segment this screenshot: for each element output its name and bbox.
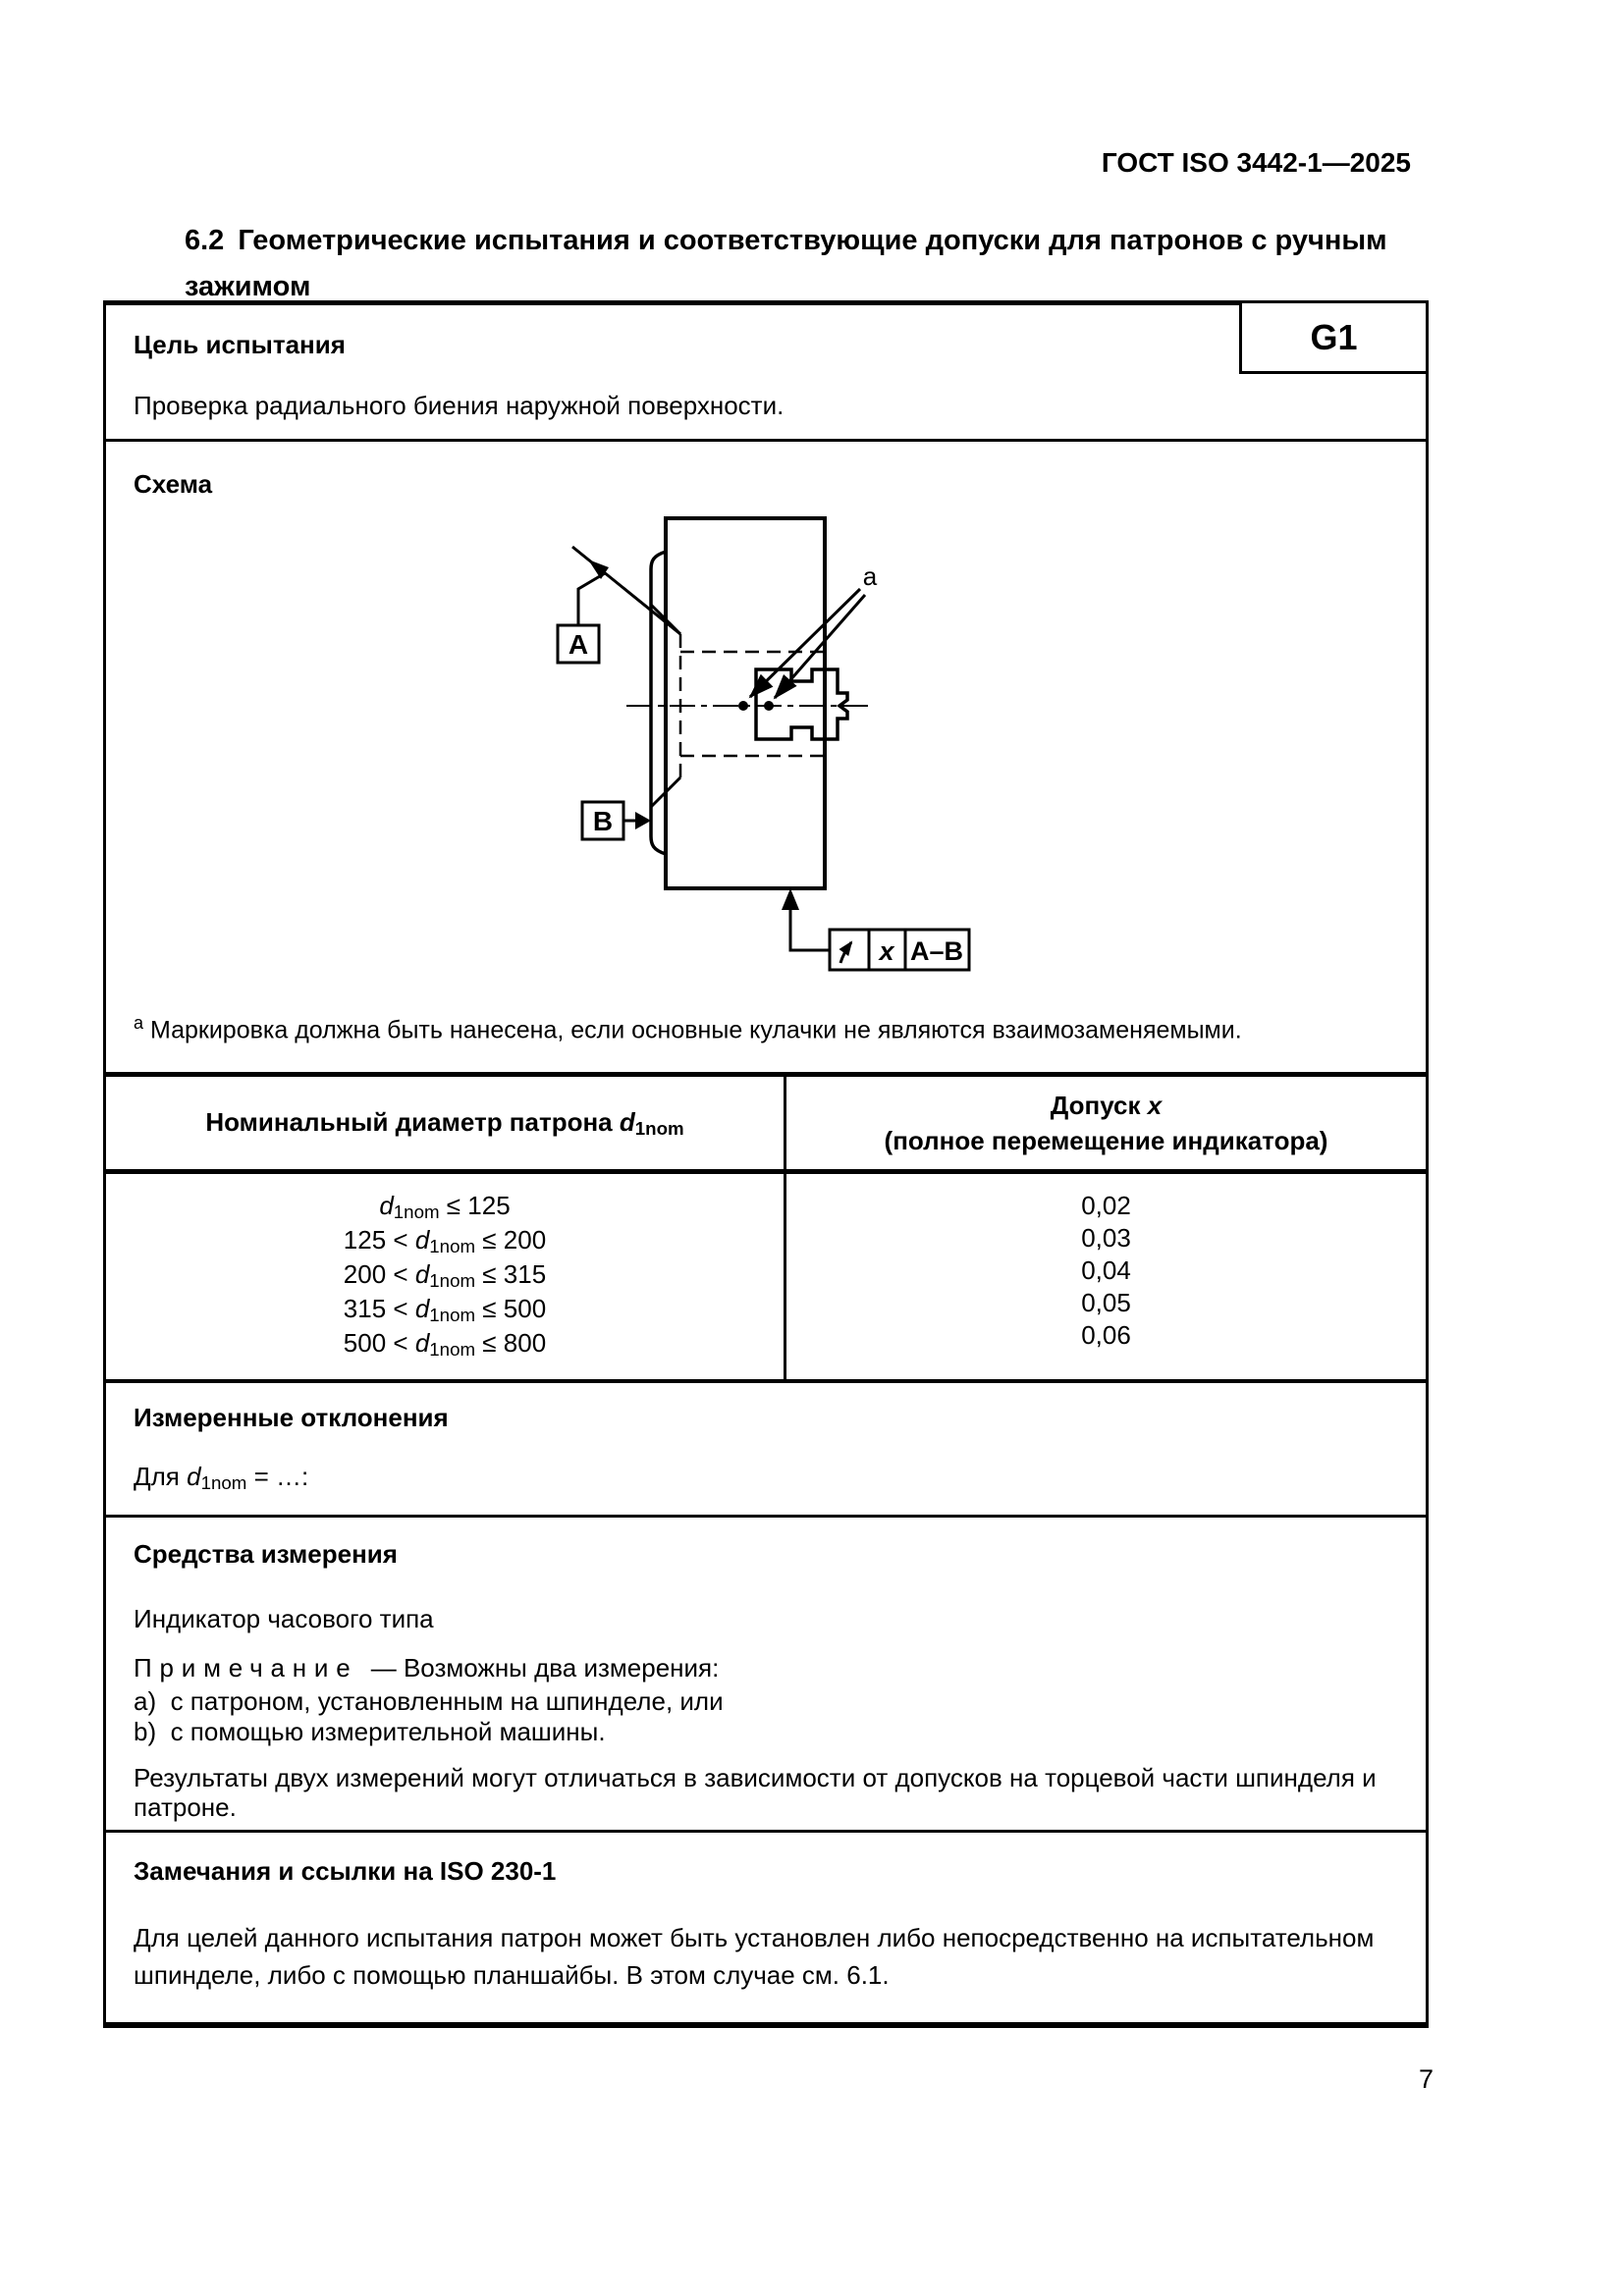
remarks-section: [106, 1830, 1426, 2022]
page-number: 7: [1418, 2064, 1434, 2094]
note-a-point-2: [764, 701, 774, 711]
tolerance-value-line: 0,06: [1081, 1320, 1131, 1351]
note-text: — Возможны два измерения:: [370, 1653, 720, 1683]
tolerance-values: [786, 1174, 1426, 1369]
measuring-means-section: [106, 1515, 1426, 1830]
remarks-label: Замечания и ссылки на ISO 230-1: [134, 1856, 557, 1887]
chuck-runout-diagram: [540, 510, 992, 979]
tolerance-range-line: $200 < d_{1nom} \le 315$: [343, 1259, 547, 1292]
schema-section: [106, 439, 1426, 1072]
note-line: [134, 1653, 1398, 1682]
fcf-datums-label: A–B: [909, 936, 964, 966]
tolerance-value-line: 0,03: [1081, 1223, 1131, 1254]
tolerance-column-header: [786, 1077, 1426, 1174]
diameter-column-header: [106, 1077, 784, 1174]
tolerance-range-line: $d_{1nom} \le 125$: [379, 1191, 511, 1223]
datum-b-label: B: [592, 806, 614, 836]
goal-section: [106, 305, 1426, 439]
fcf-tolerance-label: x: [879, 936, 894, 966]
test-code-badge: G1: [1239, 300, 1429, 374]
diameter-column: [106, 1077, 786, 1379]
measured-deviations-label: Измеренные отклонения: [134, 1403, 449, 1433]
goal-label: Цель испытания: [134, 330, 346, 359]
measured-deviations-section: [106, 1383, 1426, 1515]
document-header: ГОСТ ISO 3442-1—2025: [1101, 147, 1411, 178]
tolerance-value-line: 0,04: [1081, 1255, 1131, 1286]
section-title: Геометрические испытания и соответствующие допуски для патронов с ручным зажимом: [185, 225, 1387, 302]
instrument-text: Индикатор часового типа: [134, 1604, 434, 1634]
section-number: 6.2: [185, 225, 225, 256]
goal-description: Проверка радиального биения наружной поверхности.: [134, 391, 785, 420]
tolerance-header-line1: Допуск x: [1050, 1091, 1163, 1121]
technical-drawing: [540, 510, 992, 972]
measuring-means-label: Средства измерения: [134, 1539, 398, 1570]
note-a-label: a: [862, 561, 878, 591]
tolerance-table: [106, 1072, 1426, 1383]
schema-footnote: [134, 1008, 1398, 1044]
remarks-text: Для целей данного испытания патрон может быть установлен либо непосредственно на испытательном шпинделе, либо с помощью планшайбы. В этом случае см. 6.1.: [134, 1923, 1375, 1991]
diameter-ranges: [106, 1174, 784, 1379]
datum-b-arrow: [635, 812, 651, 829]
note-label: Примечание: [134, 1653, 358, 1683]
datum-a-leader: [578, 573, 605, 625]
tolerance-range-line: $315 < d_{1nom} \le 500$: [343, 1294, 547, 1326]
result-note: Результаты двух измерений могут отличаться в зависимости от допусков на торцевой части шпинделя и патроне.: [134, 1763, 1377, 1823]
chuck-flange: [651, 552, 666, 854]
circular-runout-arrow-icon: [840, 942, 851, 963]
note-a-point-1: [738, 701, 748, 711]
tolerance-column: [786, 1077, 1426, 1379]
tolerance-value-line: 0,05: [1081, 1288, 1131, 1318]
tolerance-value-line: 0,02: [1081, 1191, 1131, 1221]
datum-a-label: A: [568, 629, 589, 660]
note-a-leader-2: [775, 595, 865, 698]
footnote-marker: a: [134, 1013, 144, 1033]
fcf-leader: [790, 908, 830, 950]
measurement-options: [134, 1686, 1398, 1747]
tolerance-range-line: $500 < d_{1nom} \le 800$: [343, 1328, 547, 1361]
option-a: a) с патроном, установленным на шпинделе, или: [134, 1686, 724, 1717]
diameter-header-text: Номинальный диаметр патрона $d_{1nom}$: [205, 1106, 684, 1139]
fcf-leader-arrow: [782, 888, 799, 910]
measured-for-line: Для $d_{1nom}$ = …:: [134, 1462, 309, 1494]
section-heading: [185, 218, 1412, 310]
tolerance-range-line: $125 < d_{1nom} \le 200$: [343, 1225, 547, 1257]
footnote-text: Маркировка должна быть нанесена, если основные кулачки не являются взаимозаменяемыми.: [149, 1016, 1242, 1044]
test-card-table: [103, 300, 1429, 2028]
option-b: b) с помощью измерительной машины.: [134, 1717, 606, 1747]
tolerance-header-line2: (полное перемещение индикатора): [884, 1126, 1328, 1156]
schema-label: Схема: [134, 469, 213, 499]
